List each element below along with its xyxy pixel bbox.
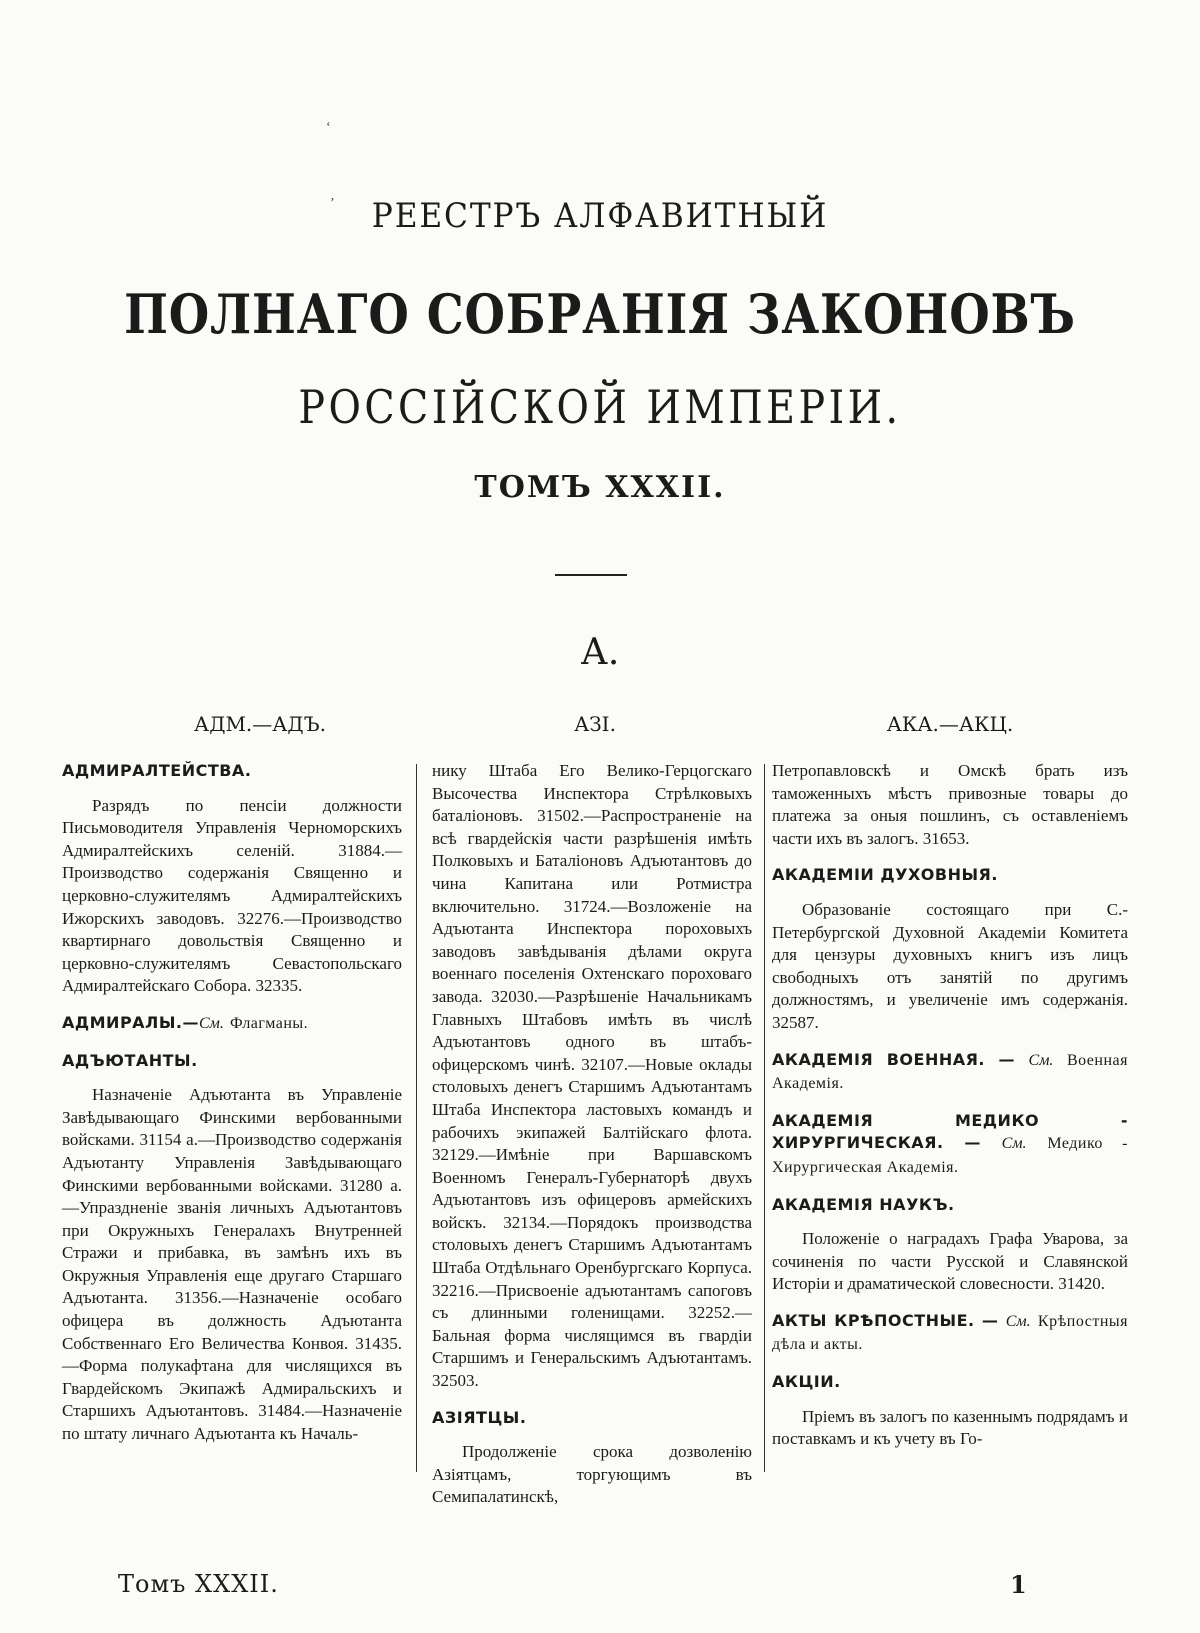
page-number: 1: [1010, 1570, 1028, 1599]
column-head-2: АЗІ.: [574, 712, 616, 736]
entry-text: Назначеніе Адъютанта въ Управленіе Завѣдывающаго Финскими вербованными войсками. 31154 а.—Производство содержанія Адъютанту Управленія Завѣдывающаго Финскими вербованными войсками. 31280 а.—Упраздненіе званія личныхъ Адъютантовъ при Окружныхъ Генералахъ Внутренней Стражи и прибавка, въ замѣнъ ихъ въ Окружныя Управленія еще другаго Старшаго Адъютанта. 31356.—Назначеніе особаго офицера въ должность Адъютанта Собственнаго Его Величества Конвоя. 31435.—Форма полукафтана для числящихся въ Гвардейскомъ Экипажѣ Адмиральскихъ и Старшихъ Адъютантовъ. 31484.—Назначеніе по штату личнаго Адъютанта къ Началь-: [62, 1085, 402, 1444]
title-collection: ПОЛНАГО СОБРАНІЯ ЗАКОНОВЪ: [124, 282, 1076, 346]
see-also-marker: См.: [199, 1014, 224, 1032]
column-rule-right: [764, 764, 765, 1472]
entry-heading: АКАДЕМІЯ ВОЕННАЯ. —: [772, 1049, 1016, 1069]
print-speck: ’: [330, 196, 335, 211]
entry-heading: АКАДЕМІЯ МЕДИКО - ХИРУРГИЧЕСКАЯ. —: [772, 1110, 1128, 1153]
column-head-3: АКА.—АКЦ.: [886, 712, 1014, 736]
see-also-marker: См.: [1001, 1135, 1027, 1153]
entry-title: АКАДЕМІИ ДУХОВНЫЯ.: [772, 865, 998, 885]
entry-title: АКАДЕМІЯ НАУКЪ.: [772, 1194, 955, 1214]
entry-title: АДЪЮТАНТЫ.: [62, 1050, 198, 1070]
section-letter: А.: [580, 632, 620, 673]
print-speck: ‘: [326, 120, 331, 135]
entry-title: АДМИРАЛТЕЙСТВА.: [62, 761, 252, 780]
entry-title: [772, 1110, 1128, 1180]
title-divider: [555, 574, 627, 576]
footer-volume: Томъ XXXII.: [118, 1570, 279, 1598]
entry-text: Пріемъ въ залогъ по казеннымъ подрядамъ и поставкамъ и къ учету въ Го-: [772, 1406, 1128, 1449]
entry-heading: АДМИРАЛЫ.—: [62, 1012, 199, 1032]
column-2: [432, 760, 752, 1509]
cross-reference: Военная Академія.: [772, 1051, 1128, 1093]
entry-text: Разрядъ по пенсіи должности Письмоводителя Управленія Черноморскихъ Адмиралтейскихъ селеній. 31884.—Производство содержанія Священно и церковно-служителямъ Адмиралтейскихъ Ижорскихъ заводовъ. 32276.—Производство квартирнаго довольствія Священно и церковно-служителямъ Севастопольскаго Адмиралтейскаго Собора. 32335.: [62, 795, 402, 996]
entry-title: АЗІЯТЦЫ.: [432, 1407, 527, 1427]
entry-title: АКЦІИ.: [772, 1372, 841, 1392]
entry-title: [772, 1049, 1128, 1096]
entry-title: [772, 1310, 1128, 1357]
entry-text: Продолженіе срока дозволенію Азіятцамъ, торгующимъ въ Семипалатинскѣ,: [432, 1442, 752, 1507]
entry-text: Положеніе о наградахъ Графа Уварова, за сочиненія по части Русской и Славянской Исторіи и драматической словесности. 31420.: [772, 1229, 1128, 1294]
column-head-1: АДМ.—АДЪ.: [194, 712, 326, 736]
entry-text-continued: нику Штаба Его Велико-Герцогскаго Высочества Инспектора Стрѣлковыхъ баталіоновъ. 31502.—Распространеніе на всѣ гвардейскія части разрѣшенія имѣть Полковыхъ и Баталіоновъ Адъютантовъ до чина Капитана или Ротмистра включительно. 31724.—Возложеніе на Адъютанта Инспектора пороховыхъ заводовъ завѣдыванія дѣлами округа военнаго поселенія Охтенскаго пороховаго завода. 32030.—Разрѣшеніе Начальникамъ Главныхъ Штабовъ имѣть въ числѣ Адъютантовъ одного въ штабъ-офицерскомъ чинѣ. 32107.—Новые оклады столовыхъ денегъ Старшимъ Адъютантамъ Штаба Инспектора ластовыхъ командъ и рабочихъ экипажей Балтійскаго флота. 32129.—Имѣніе при Варшавскомъ Военномъ Генералъ-Губернаторѣ двухъ Адъютантовъ изъ офицеровъ армейскихъ войскъ. 32134.—Порядокъ производства столовыхъ денегъ Старшимъ Адъютантамъ Штаба Отдѣльнаго Оренбургскаго Корпуса. 32216.—Присвоеніе адъютантамъ сапоговъ съ длинными голенищами. 32252.—Бальная форма числящимся въ гвардіи Старшимъ и Генеральскимъ Адъютантамъ. 32503.: [432, 761, 752, 1391]
entry-text-continued: Петропавловскѣ и Омскѣ брать изъ таможенныхъ мѣстъ привозные товары до платежа за оныя пошлинъ, съ оставленіемъ части ихъ въ залогъ. 31653.: [772, 761, 1128, 848]
entry-heading: АКТЫ КРѢПОСТНЫЕ. —: [772, 1310, 999, 1330]
cross-reference: Медико - Хирургическая Академія.: [772, 1135, 1128, 1176]
title-empire: РОССІЙСКОЙ ИМПЕРІИ.: [298, 380, 902, 434]
title-volume: ТОМЪ XXXII.: [474, 470, 726, 505]
column-3: [772, 760, 1128, 1451]
title-register: РЕЕСТРЪ АЛФАВИТНЫЙ: [371, 196, 829, 236]
column-1: [62, 760, 402, 1446]
cross-reference: Флагманы.: [229, 1014, 309, 1032]
column-rule-left: [416, 764, 417, 1472]
entry-title: [62, 1012, 402, 1036]
entry-text: Образованіе состоящаго при С.-Петербургской Духовной Академіи Комитета для цензуры духовныхъ книгъ изъ лицъ свободныхъ отъ занятій по другимъ должностямъ, и увеличеніе имъ содержанія. 32587.: [772, 899, 1128, 1032]
cross-reference: Крѣпостныя дѣла и акты.: [772, 1312, 1128, 1354]
see-also-marker: См.: [1005, 1312, 1031, 1330]
see-also-marker: См.: [1028, 1051, 1054, 1069]
